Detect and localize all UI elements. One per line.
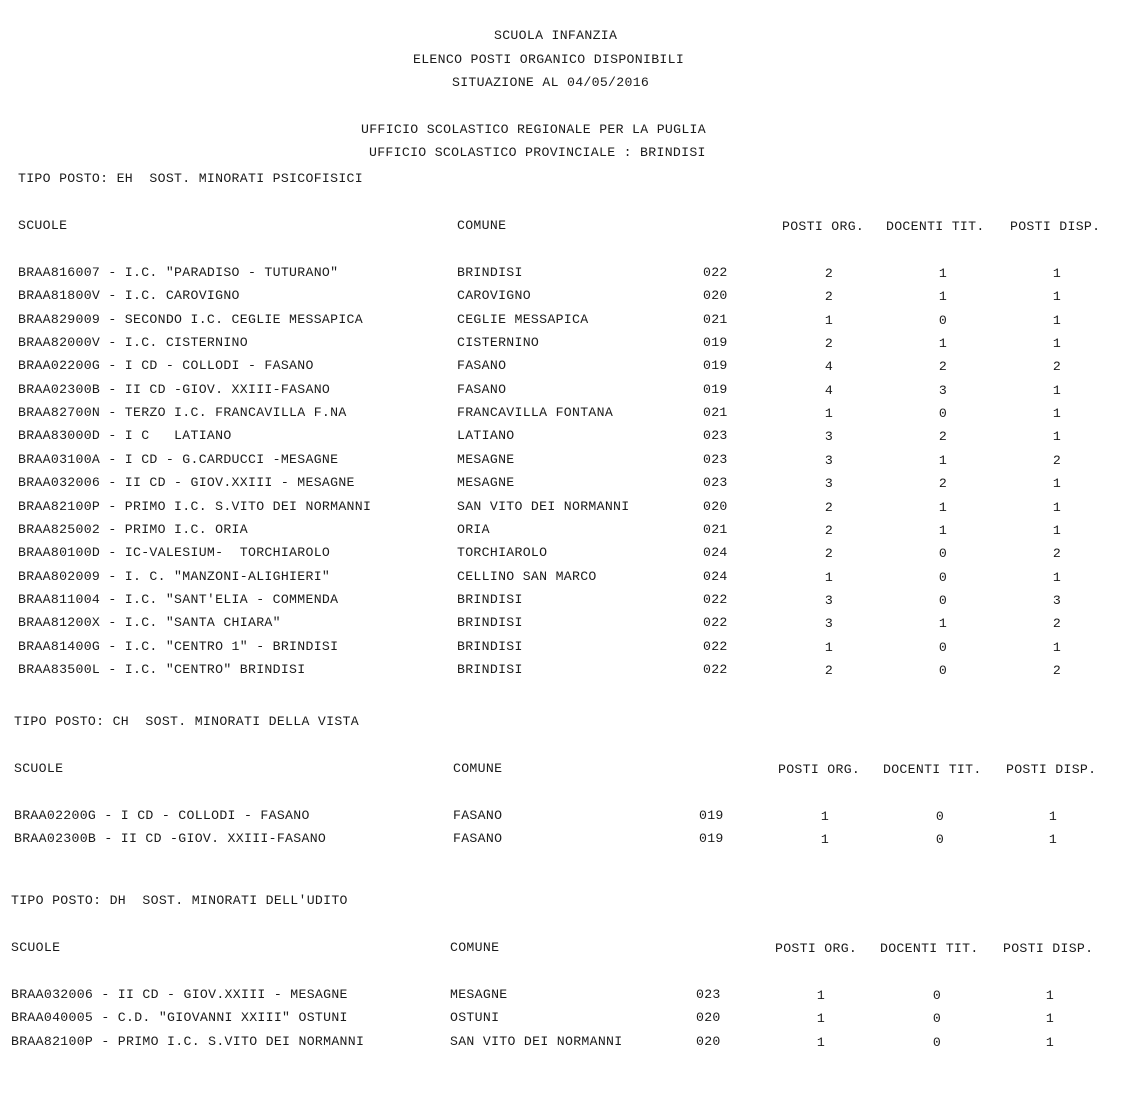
row-posti-org: 1 xyxy=(824,570,834,585)
row-codice: 024 xyxy=(703,569,728,584)
row-posti-org: 1 xyxy=(816,988,826,1003)
row-comune: LATIANO xyxy=(457,428,515,443)
row-comune: FASANO xyxy=(453,831,503,846)
column-header-docenti-tit: DOCENTI TIT. xyxy=(883,762,982,777)
row-scuola: BRAA032006 - II CD - GIOV.XXIII - MESAGNE xyxy=(18,475,355,490)
row-docenti-tit: 1 xyxy=(938,616,948,631)
row-codice: 023 xyxy=(703,452,728,467)
row-comune: MESAGNE xyxy=(457,475,515,490)
row-posti-org: 2 xyxy=(824,336,834,351)
column-header-posti-disp: POSTI DISP. xyxy=(1010,219,1101,234)
row-codice: 019 xyxy=(703,335,728,350)
row-posti-disp: 1 xyxy=(1052,383,1062,398)
row-scuola: BRAA81800V - I.C. CAROVIGNO xyxy=(18,288,240,303)
row-scuola: BRAA83000D - I C LATIANO xyxy=(18,428,232,443)
row-posti-disp: 1 xyxy=(1052,500,1062,515)
row-posti-org: 2 xyxy=(824,663,834,678)
row-posti-disp: 1 xyxy=(1045,1035,1055,1050)
doc-title: SCUOLA INFANZIA xyxy=(494,28,618,43)
row-posti-disp: 1 xyxy=(1052,429,1062,444)
row-posti-org: 1 xyxy=(816,1011,826,1026)
row-comune: SAN VITO DEI NORMANNI xyxy=(457,499,630,514)
row-comune: CELLINO SAN MARCO xyxy=(457,569,597,584)
row-posti-disp: 1 xyxy=(1052,523,1062,538)
row-codice: 024 xyxy=(703,545,728,560)
row-docenti-tit: 0 xyxy=(938,663,948,678)
row-scuola: BRAA81400G - I.C. "CENTRO 1" - BRINDISI xyxy=(18,639,339,654)
row-posti-disp: 3 xyxy=(1052,593,1062,608)
row-docenti-tit: 2 xyxy=(938,359,948,374)
row-docenti-tit: 2 xyxy=(938,429,948,444)
row-posti-org: 1 xyxy=(820,832,830,847)
row-posti-disp: 1 xyxy=(1048,832,1058,847)
column-header-docenti-tit: DOCENTI TIT. xyxy=(880,941,979,956)
row-posti-org: 3 xyxy=(824,593,834,608)
row-scuola: BRAA02300B - II CD -GIOV. XXIII-FASANO xyxy=(18,382,331,397)
row-codice: 023 xyxy=(703,475,728,490)
row-codice: 022 xyxy=(703,639,728,654)
row-scuola: BRAA811004 - I.C. "SANT'ELIA - COMMENDA xyxy=(18,592,339,607)
row-posti-org: 2 xyxy=(824,289,834,304)
column-header-posti-disp: POSTI DISP. xyxy=(1006,762,1097,777)
column-header-docenti-tit: DOCENTI TIT. xyxy=(886,219,985,234)
row-scuola: BRAA02200G - I CD - COLLODI - FASANO xyxy=(18,358,314,373)
row-docenti-tit: 0 xyxy=(938,593,948,608)
row-posti-org: 3 xyxy=(824,616,834,631)
row-posti-org: 2 xyxy=(824,546,834,561)
column-header-posti-disp: POSTI DISP. xyxy=(1003,941,1094,956)
row-posti-org: 2 xyxy=(824,266,834,281)
row-scuola: BRAA829009 - SECONDO I.C. CEGLIE MESSAPICA xyxy=(18,312,363,327)
row-scuola: BRAA82100P - PRIMO I.C. S.VITO DEI NORMANNI xyxy=(11,1034,365,1049)
row-docenti-tit: 1 xyxy=(938,266,948,281)
row-posti-disp: 2 xyxy=(1052,453,1062,468)
row-posti-disp: 1 xyxy=(1045,988,1055,1003)
row-posti-disp: 1 xyxy=(1052,313,1062,328)
column-header-comune: COMUNE xyxy=(457,218,507,233)
row-scuola: BRAA03100A - I CD - G.CARDUCCI -MESAGNE xyxy=(18,452,339,467)
row-docenti-tit: 0 xyxy=(932,1035,942,1050)
row-posti-org: 1 xyxy=(824,406,834,421)
column-header-posti-org: POSTI ORG. xyxy=(775,941,858,956)
row-posti-disp: 2 xyxy=(1052,359,1062,374)
row-codice: 021 xyxy=(703,522,728,537)
row-comune: FASANO xyxy=(453,808,503,823)
row-codice: 023 xyxy=(696,987,721,1002)
row-posti-disp: 2 xyxy=(1052,546,1062,561)
row-scuola: BRAA80100D - IC-VALESIUM- TORCHIAROLO xyxy=(18,545,331,560)
row-comune: CISTERNINO xyxy=(457,335,540,350)
row-docenti-tit: 0 xyxy=(938,406,948,421)
row-posti-disp: 1 xyxy=(1052,476,1062,491)
row-codice: 019 xyxy=(703,382,728,397)
row-posti-disp: 1 xyxy=(1052,289,1062,304)
column-header-posti-org: POSTI ORG. xyxy=(782,219,865,234)
column-header-scuole: SCUOLE xyxy=(14,761,64,776)
regional-office: UFFICIO SCOLASTICO REGIONALE PER LA PUGLIA xyxy=(361,122,706,137)
row-comune: BRINDISI xyxy=(457,592,523,607)
row-comune: FRANCAVILLA FONTANA xyxy=(457,405,614,420)
row-codice: 022 xyxy=(703,592,728,607)
column-header-scuole: SCUOLE xyxy=(11,940,61,955)
row-scuola: BRAA82000V - I.C. CISTERNINO xyxy=(18,335,248,350)
row-scuola: BRAA82100P - PRIMO I.C. S.VITO DEI NORMANNI xyxy=(18,499,372,514)
row-comune: TORCHIAROLO xyxy=(457,545,548,560)
row-codice: 019 xyxy=(699,831,724,846)
row-scuola: BRAA83500L - I.C. "CENTRO" BRINDISI xyxy=(18,662,306,677)
row-posti-disp: 1 xyxy=(1052,336,1062,351)
row-docenti-tit: 0 xyxy=(938,313,948,328)
row-comune: ORIA xyxy=(457,522,490,537)
row-docenti-tit: 0 xyxy=(938,640,948,655)
row-docenti-tit: 0 xyxy=(932,1011,942,1026)
row-posti-org: 1 xyxy=(816,1035,826,1050)
row-posti-disp: 1 xyxy=(1052,266,1062,281)
row-comune: FASANO xyxy=(457,358,507,373)
row-docenti-tit: 0 xyxy=(938,546,948,561)
row-scuola: BRAA816007 - I.C. "PARADISO - TUTURANO" xyxy=(18,265,339,280)
row-docenti-tit: 0 xyxy=(935,832,945,847)
row-posti-disp: 1 xyxy=(1048,809,1058,824)
row-scuola: BRAA040005 - C.D. "GIOVANNI XXIII" OSTUNI xyxy=(11,1010,348,1025)
row-scuola: BRAA825002 - PRIMO I.C. ORIA xyxy=(18,522,248,537)
row-docenti-tit: 1 xyxy=(938,500,948,515)
row-posti-disp: 2 xyxy=(1052,663,1062,678)
row-posti-disp: 1 xyxy=(1052,640,1062,655)
row-posti-org: 1 xyxy=(824,313,834,328)
row-posti-disp: 1 xyxy=(1045,1011,1055,1026)
provincial-office: UFFICIO SCOLASTICO PROVINCIALE : BRINDISI xyxy=(369,145,706,160)
row-codice: 021 xyxy=(703,312,728,327)
row-codice: 022 xyxy=(703,615,728,630)
column-header-comune: COMUNE xyxy=(453,761,503,776)
row-codice: 020 xyxy=(696,1010,721,1025)
row-comune: OSTUNI xyxy=(450,1010,500,1025)
row-comune: MESAGNE xyxy=(457,452,515,467)
row-docenti-tit: 2 xyxy=(938,476,948,491)
row-docenti-tit: 0 xyxy=(935,809,945,824)
row-posti-org: 3 xyxy=(824,453,834,468)
row-docenti-tit: 1 xyxy=(938,289,948,304)
row-comune: BRINDISI xyxy=(457,615,523,630)
row-posti-org: 4 xyxy=(824,383,834,398)
row-comune: CEGLIE MESSAPICA xyxy=(457,312,589,327)
row-posti-org: 2 xyxy=(824,523,834,538)
row-codice: 022 xyxy=(703,265,728,280)
row-comune: SAN VITO DEI NORMANNI xyxy=(450,1034,623,1049)
row-comune: CAROVIGNO xyxy=(457,288,531,303)
row-docenti-tit: 1 xyxy=(938,453,948,468)
row-scuola: BRAA81200X - I.C. "SANTA CHIARA" xyxy=(18,615,281,630)
row-posti-org: 1 xyxy=(824,640,834,655)
doc-date: SITUAZIONE AL 04/05/2016 xyxy=(452,75,650,90)
row-comune: BRINDISI xyxy=(457,639,523,654)
column-header-comune: COMUNE xyxy=(450,940,500,955)
row-codice: 023 xyxy=(703,428,728,443)
row-codice: 020 xyxy=(696,1034,721,1049)
row-codice: 022 xyxy=(703,662,728,677)
row-comune: MESAGNE xyxy=(450,987,508,1002)
column-header-posti-org: POSTI ORG. xyxy=(778,762,861,777)
column-header-scuole: SCUOLE xyxy=(18,218,68,233)
row-scuola: BRAA02200G - I CD - COLLODI - FASANO xyxy=(14,808,310,823)
row-codice: 020 xyxy=(703,499,728,514)
row-scuola: BRAA032006 - II CD - GIOV.XXIII - MESAGNE xyxy=(11,987,348,1002)
doc-subtitle: ELENCO POSTI ORGANICO DISPONIBILI xyxy=(413,52,685,67)
row-posti-disp: 1 xyxy=(1052,570,1062,585)
row-docenti-tit: 3 xyxy=(938,383,948,398)
row-comune: BRINDISI xyxy=(457,265,523,280)
row-posti-org: 4 xyxy=(824,359,834,374)
row-scuola: BRAA02300B - II CD -GIOV. XXIII-FASANO xyxy=(14,831,327,846)
row-posti-disp: 2 xyxy=(1052,616,1062,631)
row-scuola: BRAA802009 - I. C. "MANZONI-ALIGHIERI" xyxy=(18,569,331,584)
row-docenti-tit: 1 xyxy=(938,336,948,351)
row-codice: 020 xyxy=(703,288,728,303)
row-posti-org: 1 xyxy=(820,809,830,824)
section-title: TIPO POSTO: CH SOST. MINORATI DELLA VISTA xyxy=(14,714,359,729)
row-docenti-tit: 1 xyxy=(938,523,948,538)
row-codice: 019 xyxy=(703,358,728,373)
row-docenti-tit: 0 xyxy=(938,570,948,585)
row-posti-org: 3 xyxy=(824,476,834,491)
row-posti-org: 3 xyxy=(824,429,834,444)
row-comune: FASANO xyxy=(457,382,507,397)
section-title: TIPO POSTO: DH SOST. MINORATI DELL'UDITO xyxy=(11,893,348,908)
row-codice: 019 xyxy=(699,808,724,823)
row-scuola: BRAA82700N - TERZO I.C. FRANCAVILLA F.NA xyxy=(18,405,347,420)
row-comune: BRINDISI xyxy=(457,662,523,677)
row-docenti-tit: 0 xyxy=(932,988,942,1003)
section-title: TIPO POSTO: EH SOST. MINORATI PSICOFISICI xyxy=(18,171,363,186)
row-codice: 021 xyxy=(703,405,728,420)
row-posti-disp: 1 xyxy=(1052,406,1062,421)
row-posti-org: 2 xyxy=(824,500,834,515)
